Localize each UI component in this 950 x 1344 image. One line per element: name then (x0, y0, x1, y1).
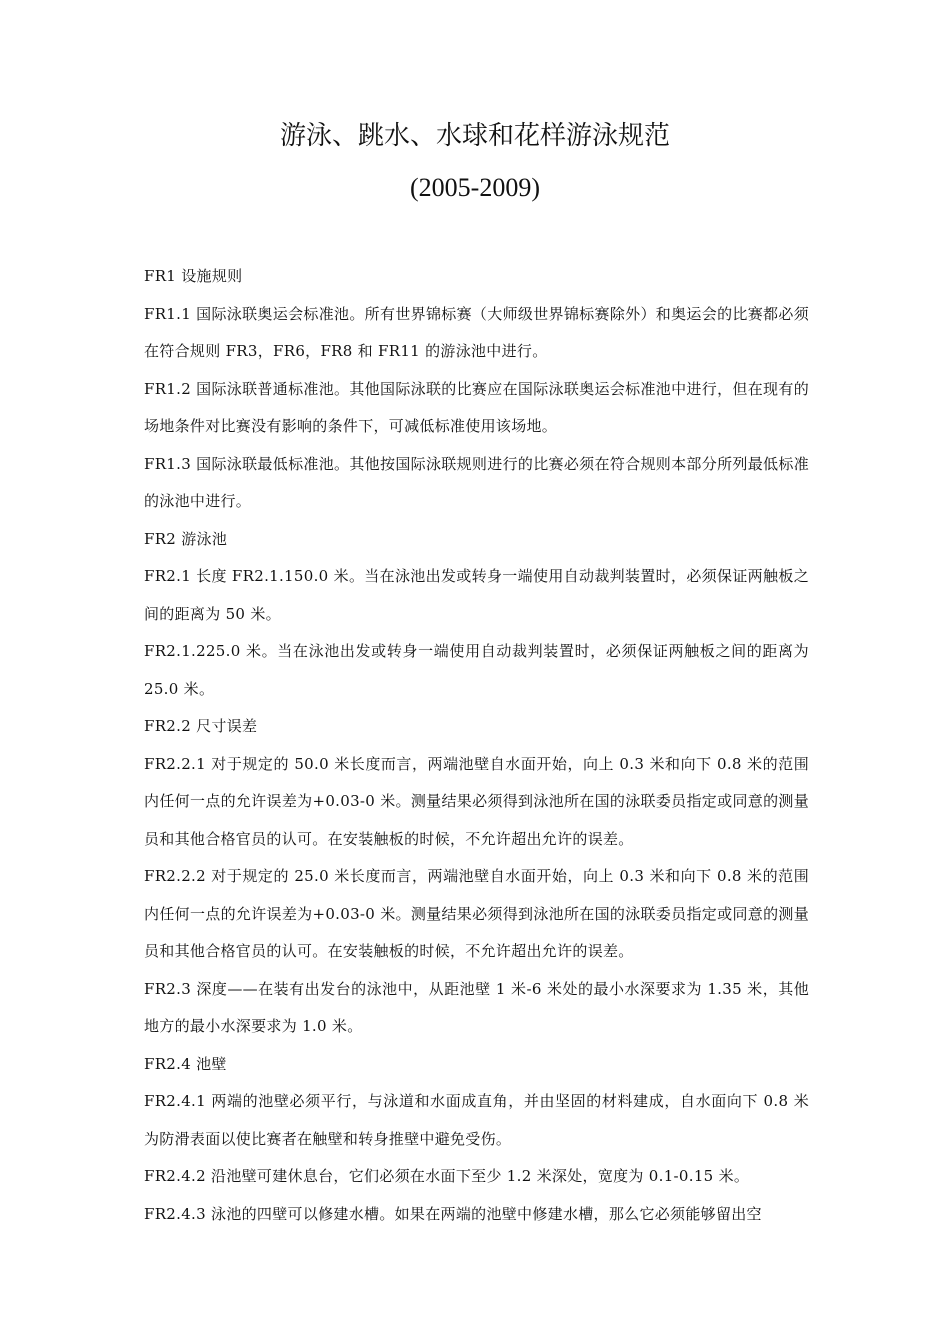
paragraph-fr2-4-2: FR2.4.2 沿池壁可建休息台，它们必须在水面下至少 1.2 米深处，宽度为 0.1-0.15 米。 (144, 1167, 750, 1185)
paragraph-fr2-1: FR2.1 长度 FR2.1.150.0 米。当在泳池出发或转身一端使用自动裁判装置时，必须保证两触板之间的距离为 50 米。 (144, 567, 809, 623)
paragraph-fr2-1-2: FR2.1.225.0 米。当在泳池出发或转身一端使用自动裁判装置时，必须保证两触板之间的距离为 25.0 米。 (144, 642, 809, 698)
paragraph-fr2-2-2: FR2.2.2 对于规定的 25.0 米长度而言，两端池壁自水面开始，向上 0.3 米和向下 0.8 米的范围内任何一点的允许误差为+0.03-0 米。测量结果必须得到泳池所在国的泳联委员指定或同意的测量员和其他合格官员的认可。在安装触板的时候，不允许超出允许的误差。 (144, 867, 809, 960)
section-heading-fr1: FR1 设施规则 (144, 267, 243, 285)
section-heading-fr2: FR2 游泳池 (144, 529, 228, 548)
paragraph-fr2-3: FR2.3 深度——在装有出发台的泳池中，从距池壁 1 米-6 米处的最小水深要求为 1.35 米，其他地方的最小水深要求为 1.0 米。 (144, 979, 809, 1035)
document-title: 游泳、跳水、水球和花样游泳规范 (279, 121, 670, 151)
paragraph-fr2-4-3: FR2.4.3 泳池的四壁可以修建水槽。如果在两端的池壁中修建水槽，那么它必须能够留出空 (144, 1204, 762, 1223)
paragraph-fr2-4-1: FR2.4.1 两端的池壁必须平行，与泳道和水面成直角，并由坚固的材料建成，自水面向下 0.8 米为防滑表面以使比赛者在触壁和转身推壁中避免受伤。 (144, 1092, 809, 1148)
section-heading-fr2-2: FR2.2 尺寸误差 (144, 717, 258, 735)
document-body (144, 258, 809, 1233)
paragraph-fr1-1: FR1.1 国际泳联奥运会标准池。所有世界锦标赛（大师级世界锦标赛除外）和奥运会的比赛都必须在符合规则 FR3，FR6，FR8 和 FR11 的游泳池中进行。 (144, 304, 809, 360)
paragraph-fr1-2: FR1.2 国际泳联普通标准池。其他国际泳联的比赛应在国际泳联奥运会标准池中进行，但在现有的场地条件对比赛没有影响的条件下，可减低标准使用该场地。 (144, 379, 809, 435)
document-subtitle: (2005-2009) (410, 173, 540, 202)
paragraph-fr2-2-1: FR2.2.1 对于规定的 50.0 米长度而言，两端池壁自水面开始，向上 0.3 米和向下 0.8 米的范围内任何一点的允许误差为+0.03-0 米。测量结果必须得到泳池所在国的泳联委员指定或同意的测量员和其他合格官员的认可。在安装触板的时候，不允许超出允许的误差。 (144, 754, 809, 848)
paragraph-fr1-3: FR1.3 国际泳联最低标准池。其他按国际泳联规则进行的比赛必须在符合规则本部分所列最低标准的泳池中进行。 (144, 454, 809, 510)
section-heading-fr2-4: FR2.4 池壁 (144, 1054, 227, 1073)
